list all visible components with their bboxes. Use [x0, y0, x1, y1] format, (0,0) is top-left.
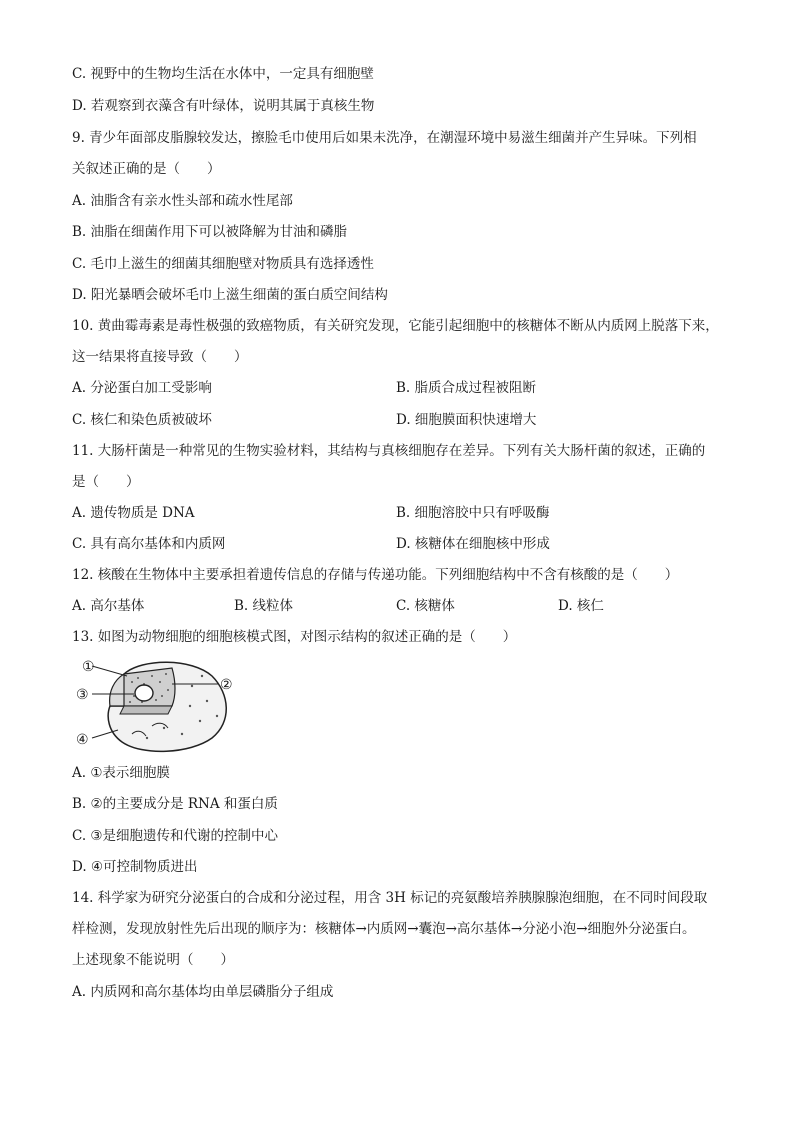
q10-option-a: A. 分泌蛋白加工受影响: [72, 380, 212, 396]
q8-option-c: C. 视野中的生物均生活在水体中，一定具有细胞壁: [72, 66, 374, 82]
q12-stem-line1: 12. 核酸在生物体中主要承担着遗传信息的存储与传递功能。下列细胞结构中不含有核酸的是（ ）: [72, 567, 679, 583]
q10-stem-line1: 10. 黄曲霉毒素是毒性极强的致癌物质，有关研究发现，它能引起细胞中的核糖体不断从内质网上脱落下来，: [72, 318, 719, 334]
q12-option-c: C. 核糖体: [396, 598, 455, 614]
q11-option-c: C. 具有高尔基体和内质网: [72, 536, 226, 552]
q13-option-d: D. ④可控制物质进出: [72, 859, 198, 875]
q12-option-d: D. 核仁: [558, 598, 604, 614]
q9-option-b: B. 油脂在细菌作用下可以被降解为甘油和磷脂: [72, 224, 348, 240]
q14-stem-line3: 上述现象不能说明（ ）: [72, 952, 234, 968]
q10-option-d: D. 细胞膜面积快速增大: [396, 412, 537, 428]
label-1: ①: [82, 659, 95, 675]
q13-stem-line1: 13. 如图为动物细胞的细胞核模式图，对图示结构的叙述正确的是（ ）: [72, 629, 517, 645]
q14-stem-line2: 样检测，发现放射性先后出现的顺序为：核糖体→内质网→囊泡→高尔基体→分泌小泡→细胞外分泌蛋白。: [72, 921, 696, 937]
q12-option-a: A. 高尔基体: [72, 598, 145, 614]
q13-option-c: C. ③是细胞遗传和代谢的控制中心: [72, 828, 279, 844]
q11-stem-line2: 是（ ）: [72, 474, 140, 490]
nucleus-diagram: [72, 656, 252, 756]
q9-option-c: C. 毛巾上滋生的细菌其细胞壁对物质具有选择透性: [72, 256, 374, 272]
q14-stem-line1: 14. 科学家为研究分泌蛋白的合成和分泌过程，用含 3H 标记的亮氨酸培养胰腺腺泡细胞，在不同时间段取: [72, 890, 708, 906]
q9-option-d: D. 阳光暴晒会破坏毛巾上滋生细菌的蛋白质空间结构: [72, 287, 388, 303]
q14-option-a: A. 内质网和高尔基体均由单层磷脂分子组成: [72, 984, 334, 1000]
q13-option-b: B. ②的主要成分是 RNA 和蛋白质: [72, 796, 278, 812]
q9-stem-line2: 关叙述正确的是（ ）: [72, 161, 221, 177]
q8-option-d: D. 若观察到衣藻含有叶绿体，说明其属于真核生物: [72, 98, 375, 114]
q11-option-d: D. 核糖体在细胞核中形成: [396, 536, 550, 552]
q11-option-b: B. 细胞溶胶中只有呼吸酶: [396, 505, 550, 521]
q11-stem-line1: 11. 大肠杆菌是一种常见的生物实验材料，其结构与真核细胞存在差异。下列有关大肠杆菌的叙述，正确的: [72, 443, 706, 459]
q10-stem-line2: 这一结果将直接导致（ ）: [72, 349, 248, 365]
q11-option-a: A. 遗传物质是 DNA: [72, 505, 195, 521]
q12-option-b: B. 线粒体: [234, 598, 294, 614]
q13-option-a: A. ①表示细胞膜: [72, 765, 170, 781]
q9-option-a: A. 油脂含有亲水性头部和疏水性尾部: [72, 193, 293, 209]
q10-option-c: C. 核仁和染色质被破坏: [72, 412, 212, 428]
label-4: ④: [76, 732, 89, 748]
q9-stem-line1: 9. 青少年面部皮脂腺较发达，擦脸毛巾使用后如果未洗净，在潮湿环境中易滋生细菌并产生异味。下列相: [72, 130, 697, 146]
label-2: ②: [220, 677, 233, 693]
label-3: ③: [76, 687, 89, 703]
nucleolus: [135, 685, 153, 701]
q10-option-b: B. 脂质合成过程被阻断: [396, 380, 537, 396]
